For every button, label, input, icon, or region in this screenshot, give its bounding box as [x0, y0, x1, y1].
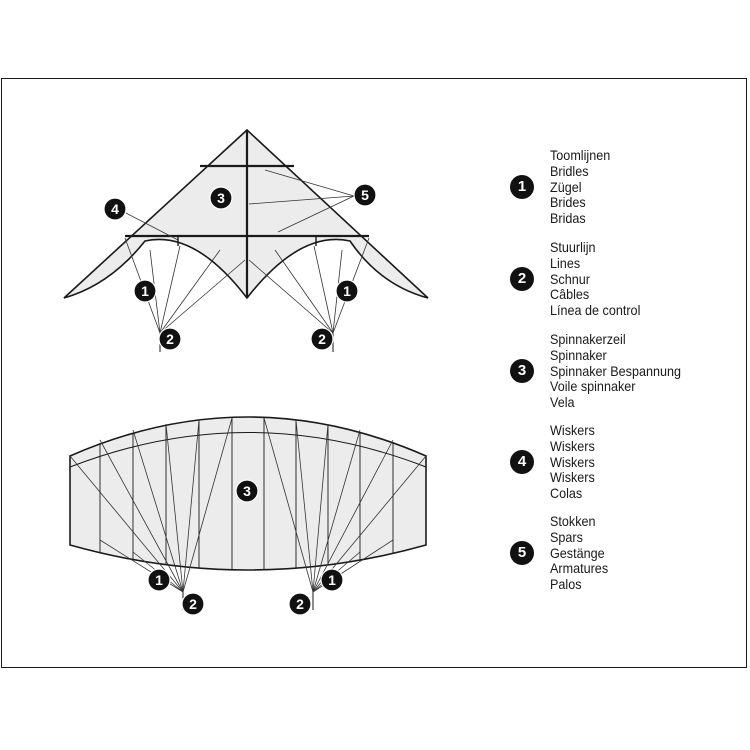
marker-foil-sail	[236, 480, 258, 502]
marker-foil-bridles-right	[321, 569, 343, 591]
legend-badge-3: 3	[510, 359, 534, 383]
marker-foil-lines-left	[182, 593, 204, 615]
legend-badge-2: 2	[510, 267, 534, 291]
svg-text:1: 1	[328, 572, 336, 588]
svg-text:2: 2	[189, 596, 197, 612]
svg-text:2: 2	[318, 331, 326, 347]
marker-bridles-right	[336, 280, 358, 302]
svg-text:1: 1	[155, 572, 163, 588]
foil-kite	[70, 417, 426, 615]
legend-terms-3: Spinnakerzeil Spinnaker Spinnaker Bespannung Voile spinnaker Vela	[550, 331, 682, 411]
legend-terms-2: Stuurlijn Lines Schnur Câbles Línea de control	[550, 239, 641, 319]
svg-text:2: 2	[166, 331, 174, 347]
legend-terms-1: Toomlijnen Bridles Zügel Brides Bridas	[550, 147, 611, 227]
marker-spars	[354, 184, 376, 206]
legend-terms-4: Wiskers Wiskers Wiskers Wiskers Colas	[550, 422, 595, 502]
svg-text:4: 4	[111, 201, 119, 217]
marker-lines-right	[311, 328, 333, 350]
svg-text:3: 3	[243, 483, 251, 499]
svg-text:2: 2	[296, 596, 304, 612]
legend-terms-5: Stokken Spars Gestänge Armatures Palos	[550, 513, 609, 593]
marker-bridles-left	[134, 280, 156, 302]
marker-sail	[210, 187, 232, 209]
marker-lines-left	[159, 328, 181, 350]
svg-text:1: 1	[343, 283, 351, 299]
svg-text:1: 1	[141, 283, 149, 299]
marker-wiskers	[104, 198, 126, 220]
legend-badge-4: 4	[510, 450, 534, 474]
legend-badge-5: 5	[510, 541, 534, 565]
svg-text:5: 5	[361, 187, 369, 203]
marker-foil-bridles-left	[148, 569, 170, 591]
svg-text:3: 3	[217, 190, 225, 206]
legend-badge-1: 1	[510, 175, 534, 199]
delta-kite	[64, 130, 428, 352]
marker-foil-lines-right	[289, 593, 311, 615]
